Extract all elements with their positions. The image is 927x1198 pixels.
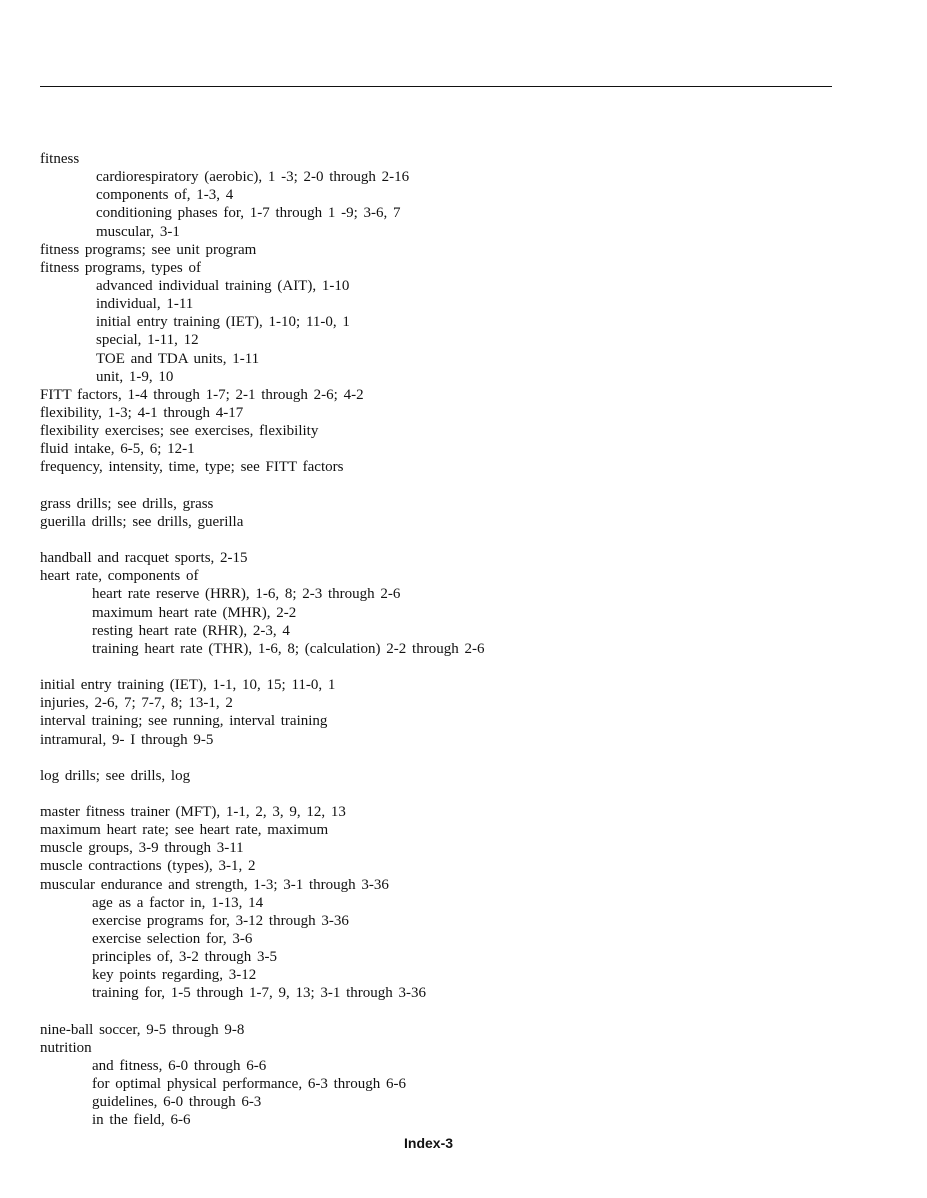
index-subentry: advanced individual training (AIT), 1-10 <box>96 277 350 294</box>
index-entry: flexibility, 1-3; 4-1 through 4-17 <box>40 404 244 421</box>
index-subentry: TOE and TDA units, 1-11 <box>96 350 260 367</box>
index-subentry: exercise programs for, 3-12 through 3-36 <box>92 912 349 929</box>
index-entry: injuries, 2-6, 7; 7-7, 8; 13-1, 2 <box>40 695 233 712</box>
index-entry: heart rate, components of <box>40 568 199 585</box>
index-subentry: maximum heart rate (MHR), 2-2 <box>92 604 297 621</box>
index-subentry: in the field, 6-6 <box>92 1112 191 1129</box>
index-entry: interval training; see running, interval training <box>40 713 328 730</box>
index-entry: grass drills; see drills, grass <box>40 495 214 512</box>
index-entry: muscular endurance and strength, 1-3; 3-1 through 3-36 <box>40 876 389 893</box>
index-subentry: muscular, 3-1 <box>96 223 180 240</box>
index-subentry: training heart rate (THR), 1-6, 8; (calculation) 2-2 through 2-6 <box>92 640 485 657</box>
index-entry: frequency, intensity, time, type; see FITT factors <box>40 459 344 476</box>
header-rule <box>40 86 832 87</box>
index-subentry: exercise selection for, 3-6 <box>92 931 253 948</box>
index-subentry: special, 1-11, 12 <box>96 332 199 349</box>
index-entry: nutrition <box>40 1039 92 1056</box>
index-subentry: and fitness, 6-0 through 6-6 <box>92 1058 267 1075</box>
index-subentry: initial entry training (IET), 1-10; 11-0, 1 <box>96 314 350 331</box>
index-entry: fluid intake, 6-5, 6; 12-1 <box>40 441 195 458</box>
index-entry: fitness programs; see unit program <box>40 241 257 258</box>
index-subentry: guidelines, 6-0 through 6-3 <box>92 1094 262 1111</box>
index-entry: muscle contractions (types), 3-1, 2 <box>40 858 256 875</box>
section-gap <box>40 749 840 767</box>
index-entry: fitness programs, types of <box>40 259 201 276</box>
index-subentry: cardiorespiratory (aerobic), 1 -3; 2-0 through 2-16 <box>96 169 410 186</box>
index-subentry: individual, 1-11 <box>96 296 194 313</box>
index-subentry: principles of, 3-2 through 3-5 <box>92 949 278 966</box>
index-entry: FITT factors, 1-4 through 1-7; 2-1 through 2-6; 4-2 <box>40 386 364 403</box>
index-entry: maximum heart rate; see heart rate, maximum <box>40 822 329 839</box>
index-entry: intramural, 9- I through 9-5 <box>40 731 214 748</box>
section-gap <box>40 1003 840 1021</box>
index-entry: master fitness trainer (MFT), 1-1, 2, 3, 9, 12, 13 <box>40 804 346 821</box>
index-entry: handball and racquet sports, 2-15 <box>40 550 248 567</box>
index-subentry: components of, 1-3, 4 <box>96 187 234 204</box>
index-list <box>40 150 840 1130</box>
section-gap <box>40 785 840 803</box>
page-number: Index-3 <box>404 1135 454 1151</box>
index-subentry: heart rate reserve (HRR), 1-6, 8; 2-3 through 2-6 <box>92 586 401 603</box>
index-entry: nine-ball soccer, 9-5 through 9-8 <box>40 1021 245 1038</box>
section-gap <box>40 658 840 676</box>
index-subentry: age as a factor in, 1-13, 14 <box>92 894 264 911</box>
index-subentry: for optimal physical performance, 6-3 through 6-6 <box>92 1076 406 1093</box>
index-entry: flexibility exercises; see exercises, flexibility <box>40 423 319 440</box>
index-entry: muscle groups, 3-9 through 3-11 <box>40 840 244 857</box>
section-gap <box>40 477 840 495</box>
index-subentry: conditioning phases for, 1-7 through 1 -9; 3-6, 7 <box>96 205 401 222</box>
index-entry: initial entry training (IET), 1-1, 10, 15; 11-0, 1 <box>40 677 336 694</box>
index-subentry: key points regarding, 3-12 <box>92 967 257 984</box>
section-gap <box>40 531 840 549</box>
index-subentry: resting heart rate (RHR), 2-3, 4 <box>92 622 290 639</box>
index-subentry: training for, 1-5 through 1-7, 9, 13; 3-1 through 3-36 <box>92 985 427 1002</box>
index-entry: log drills; see drills, log <box>40 767 191 784</box>
index-entry-fitness: fitness <box>40 151 80 167</box>
index-entry: guerilla drills; see drills, guerilla <box>40 513 244 530</box>
index-subentry: unit, 1-9, 10 <box>96 368 174 385</box>
